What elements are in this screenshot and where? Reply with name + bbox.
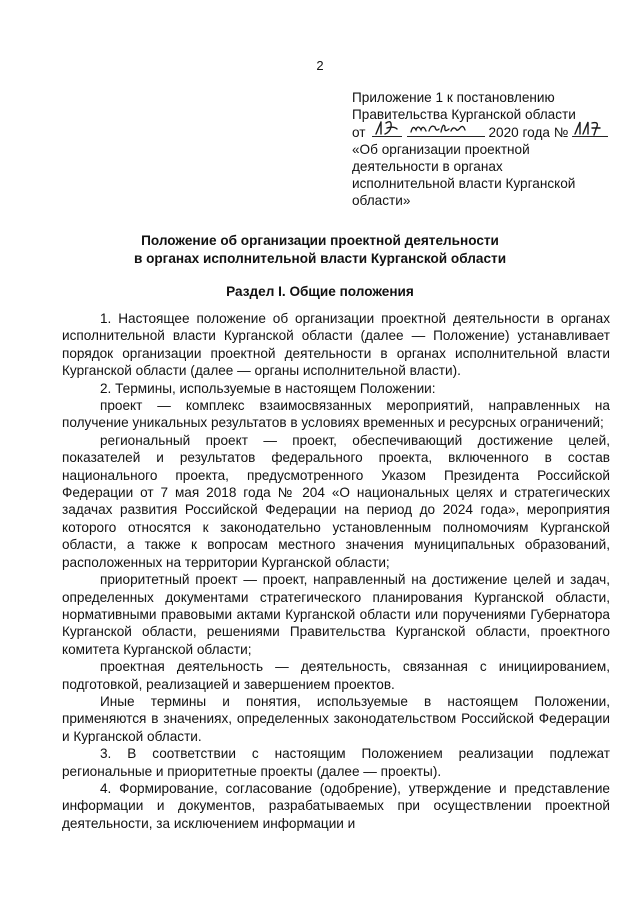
paragraph: 1. Настоящее положение об организации проектной деятельности в органах исполнительной власти Курганской области (далее — Положение) устанавливает порядок организации проектной деятельности в органах исполнительной власти Курганской области (далее — органы исполнительной власти). [62, 311, 610, 379]
paragraph: 2. Термины, используемые в настоящем Положении: [100, 380, 436, 396]
paragraph: приоритетный проект — проект, направленный на достижение целей и задач, определенных документами стратегического планирования Курганской области, нормативными правовыми актами Курганской области или поручениями Губернатора Курганской области, решениями Правительства Курганской области, проектного комитета Курганской области; [62, 572, 610, 657]
section-title: Раздел I. Общие положения [226, 284, 414, 299]
document-title-line-2: в органах исполнительной власти Курганской области [133, 251, 507, 266]
annex-subject-line-2: деятельности в органах [352, 159, 503, 174]
paragraph: проект — комплекс взаимосвязанных мероприятий, направленных на получение уникальных результатов в условиях временных и ресурсных ограничений; [62, 398, 610, 431]
document-title [0, 232, 640, 268]
document-title-line-1: Положение об организации проектной деятельности [141, 233, 499, 248]
annex-header [352, 89, 614, 209]
handwritten-month-signature [407, 123, 485, 137]
document-body [62, 310, 610, 832]
paragraph: 4. Формирование, согласование (одобрение), утверждение и представление информации и документов, разрабатываемых при осуществлении проектной деятельности, за исключением информации и [62, 780, 610, 831]
annex-from-prefix: от [352, 125, 366, 140]
paragraph: Иные термины и понятия, используемые в настоящем Положении, применяются в значениях, определенных законодательством Российской Федерации и Курганской области. [62, 693, 610, 744]
annex-subject-line-4: области» [352, 193, 411, 208]
page-number: 2 [316, 58, 324, 73]
paragraph: 3. В соответствии с настоящим Положением реализации подлежат региональные и приоритетные проекты (далее — проекты). [62, 746, 610, 779]
annex-date-line [352, 123, 614, 141]
annex-subject-line-1: «Об организации проектной [352, 142, 530, 157]
handwritten-number-signature [572, 123, 608, 137]
annex-year-text: 2020 года № [488, 125, 569, 140]
handwritten-day-signature [372, 123, 402, 137]
paragraph: проектная деятельность — деятельность, связанная с инициированием, подготовкой, реализацией и завершением проектов. [62, 659, 610, 692]
annex-line-2: Правительства Курганской области [352, 107, 576, 122]
paragraph: региональный проект — проект, обеспечивающий достижение целей, показателей и результатов федерального проекта, включенного в состав национального проекта, предусмотренного Указом Президента Российской Федерации от 7 мая 2018 года № 204 «О национальных целях и стратегических задачах развития Российской Федерации на период до 2024 года», мероприятия которого относятся к законодательно установленным полномочиям Курганской области, а также к вопросам местного значения муниципальных образований, расположенных на территории Курганской области; [62, 432, 610, 570]
annex-subject-line-3: исполнительной власти Курганской [352, 176, 576, 191]
annex-line-1: Приложение 1 к постановлению [352, 90, 555, 105]
